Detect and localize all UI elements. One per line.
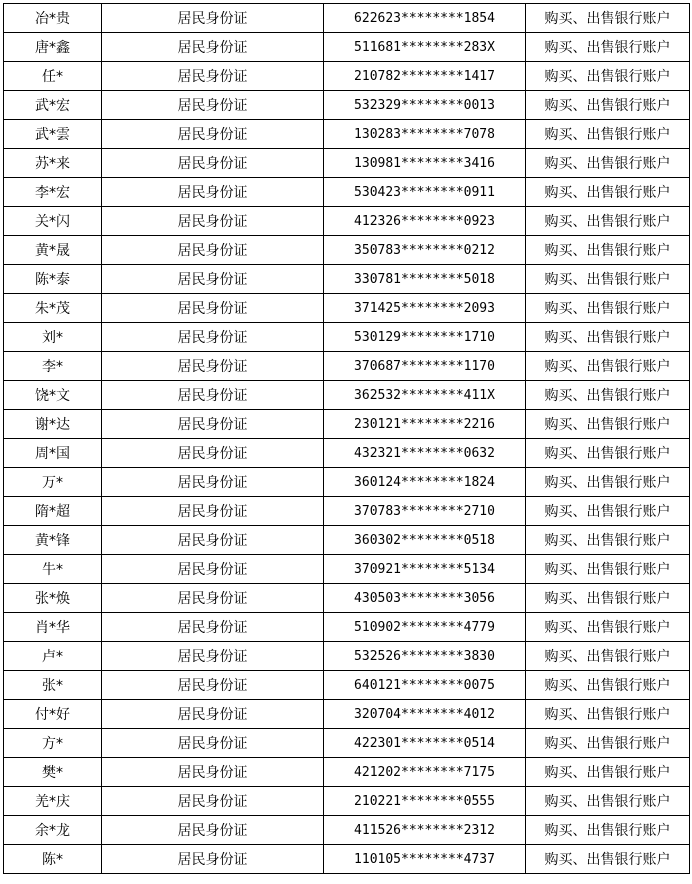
table-row bbox=[4, 178, 690, 207]
table-row bbox=[4, 352, 690, 381]
reason-cell: 购买、出售银行账户 bbox=[526, 526, 690, 555]
id-number-cell: 210221********0555 bbox=[324, 787, 526, 816]
document-type-cell: 居民身份证 bbox=[102, 555, 324, 584]
document-type-cell: 居民身份证 bbox=[102, 120, 324, 149]
reason-cell: 购买、出售银行账户 bbox=[526, 468, 690, 497]
reason-cell: 购买、出售银行账户 bbox=[526, 439, 690, 468]
document-type-cell: 居民身份证 bbox=[102, 729, 324, 758]
id-number-cell: 370921********5134 bbox=[324, 555, 526, 584]
table-row bbox=[4, 4, 690, 33]
name-cell: 卢* bbox=[4, 642, 102, 671]
table-row bbox=[4, 642, 690, 671]
table-row bbox=[4, 439, 690, 468]
name-cell: 余*龙 bbox=[4, 816, 102, 845]
table-row bbox=[4, 91, 690, 120]
reason-cell: 购买、出售银行账户 bbox=[526, 207, 690, 236]
reason-cell: 购买、出售银行账户 bbox=[526, 62, 690, 91]
table-row bbox=[4, 671, 690, 700]
reason-cell: 购买、出售银行账户 bbox=[526, 758, 690, 787]
reason-cell: 购买、出售银行账户 bbox=[526, 700, 690, 729]
name-cell: 苏*来 bbox=[4, 149, 102, 178]
document-type-cell: 居民身份证 bbox=[102, 439, 324, 468]
table-row bbox=[4, 613, 690, 642]
id-number-cell: 320704********4012 bbox=[324, 700, 526, 729]
id-number-cell: 230121********2216 bbox=[324, 410, 526, 439]
id-number-cell: 510902********4779 bbox=[324, 613, 526, 642]
document-type-cell: 居民身份证 bbox=[102, 62, 324, 91]
document-type-cell: 居民身份证 bbox=[102, 410, 324, 439]
reason-cell: 购买、出售银行账户 bbox=[526, 497, 690, 526]
document-type-cell: 居民身份证 bbox=[102, 584, 324, 613]
table-row bbox=[4, 207, 690, 236]
reason-cell: 购买、出售银行账户 bbox=[526, 642, 690, 671]
name-cell: 冶*贵 bbox=[4, 4, 102, 33]
id-number-cell: 530129********1710 bbox=[324, 323, 526, 352]
document-type-cell: 居民身份证 bbox=[102, 671, 324, 700]
reason-cell: 购买、出售银行账户 bbox=[526, 265, 690, 294]
records-table bbox=[3, 3, 690, 874]
name-cell: 周*国 bbox=[4, 439, 102, 468]
document-type-cell: 居民身份证 bbox=[102, 613, 324, 642]
document-type-cell: 居民身份证 bbox=[102, 91, 324, 120]
name-cell: 张*焕 bbox=[4, 584, 102, 613]
id-number-cell: 371425********2093 bbox=[324, 294, 526, 323]
document-type-cell: 居民身份证 bbox=[102, 352, 324, 381]
name-cell: 付*好 bbox=[4, 700, 102, 729]
id-number-cell: 422301********0514 bbox=[324, 729, 526, 758]
reason-cell: 购买、出售银行账户 bbox=[526, 816, 690, 845]
table-row bbox=[4, 526, 690, 555]
name-cell: 陈*泰 bbox=[4, 265, 102, 294]
reason-cell: 购买、出售银行账户 bbox=[526, 352, 690, 381]
document-type-cell: 居民身份证 bbox=[102, 294, 324, 323]
name-cell: 樊* bbox=[4, 758, 102, 787]
id-number-cell: 530423********0911 bbox=[324, 178, 526, 207]
name-cell: 万* bbox=[4, 468, 102, 497]
table-row bbox=[4, 323, 690, 352]
id-number-cell: 432321********0632 bbox=[324, 439, 526, 468]
document-type-cell: 居民身份证 bbox=[102, 642, 324, 671]
table-row bbox=[4, 294, 690, 323]
name-cell: 刘* bbox=[4, 323, 102, 352]
id-number-cell: 511681********283X bbox=[324, 33, 526, 62]
reason-cell: 购买、出售银行账户 bbox=[526, 555, 690, 584]
table-row bbox=[4, 149, 690, 178]
reason-cell: 购买、出售银行账户 bbox=[526, 845, 690, 874]
table-row bbox=[4, 787, 690, 816]
document-type-cell: 居民身份证 bbox=[102, 236, 324, 265]
reason-cell: 购买、出售银行账户 bbox=[526, 294, 690, 323]
reason-cell: 购买、出售银行账户 bbox=[526, 323, 690, 352]
id-number-cell: 362532********411X bbox=[324, 381, 526, 410]
id-number-cell: 532329********0013 bbox=[324, 91, 526, 120]
id-number-cell: 532526********3830 bbox=[324, 642, 526, 671]
document-type-cell: 居民身份证 bbox=[102, 816, 324, 845]
reason-cell: 购买、出售银行账户 bbox=[526, 787, 690, 816]
name-cell: 李*宏 bbox=[4, 178, 102, 207]
table-row bbox=[4, 584, 690, 613]
table-row bbox=[4, 816, 690, 845]
table-row bbox=[4, 33, 690, 62]
table-row bbox=[4, 236, 690, 265]
id-number-cell: 370783********2710 bbox=[324, 497, 526, 526]
reason-cell: 购买、出售银行账户 bbox=[526, 236, 690, 265]
id-number-cell: 210782********1417 bbox=[324, 62, 526, 91]
table-row bbox=[4, 845, 690, 874]
reason-cell: 购买、出售银行账户 bbox=[526, 671, 690, 700]
table-row bbox=[4, 555, 690, 584]
name-cell: 方* bbox=[4, 729, 102, 758]
id-number-cell: 411526********2312 bbox=[324, 816, 526, 845]
document-type-cell: 居民身份证 bbox=[102, 845, 324, 874]
document-type-cell: 居民身份证 bbox=[102, 323, 324, 352]
reason-cell: 购买、出售银行账户 bbox=[526, 33, 690, 62]
id-number-cell: 130283********7078 bbox=[324, 120, 526, 149]
reason-cell: 购买、出售银行账户 bbox=[526, 178, 690, 207]
reason-cell: 购买、出售银行账户 bbox=[526, 410, 690, 439]
table-row bbox=[4, 758, 690, 787]
document-type-cell: 居民身份证 bbox=[102, 33, 324, 62]
document-type-cell: 居民身份证 bbox=[102, 381, 324, 410]
name-cell: 武*雲 bbox=[4, 120, 102, 149]
id-number-cell: 640121********0075 bbox=[324, 671, 526, 700]
reason-cell: 购买、出售银行账户 bbox=[526, 91, 690, 120]
name-cell: 隋*超 bbox=[4, 497, 102, 526]
name-cell: 朱*茂 bbox=[4, 294, 102, 323]
name-cell: 牛* bbox=[4, 555, 102, 584]
name-cell: 关*闪 bbox=[4, 207, 102, 236]
records-table-body bbox=[4, 4, 690, 874]
name-cell: 任* bbox=[4, 62, 102, 91]
table-row bbox=[4, 497, 690, 526]
id-number-cell: 350783********0212 bbox=[324, 236, 526, 265]
reason-cell: 购买、出售银行账户 bbox=[526, 149, 690, 178]
table-row bbox=[4, 700, 690, 729]
reason-cell: 购买、出售银行账户 bbox=[526, 613, 690, 642]
table-row bbox=[4, 729, 690, 758]
id-number-cell: 330781********5018 bbox=[324, 265, 526, 294]
reason-cell: 购买、出售银行账户 bbox=[526, 381, 690, 410]
id-number-cell: 370687********1170 bbox=[324, 352, 526, 381]
document-type-cell: 居民身份证 bbox=[102, 787, 324, 816]
name-cell: 肖*华 bbox=[4, 613, 102, 642]
document-type-cell: 居民身份证 bbox=[102, 149, 324, 178]
document-type-cell: 居民身份证 bbox=[102, 758, 324, 787]
document-type-cell: 居民身份证 bbox=[102, 178, 324, 207]
name-cell: 饶*文 bbox=[4, 381, 102, 410]
table-row bbox=[4, 265, 690, 294]
document-type-cell: 居民身份证 bbox=[102, 497, 324, 526]
reason-cell: 购买、出售银行账户 bbox=[526, 120, 690, 149]
id-number-cell: 130981********3416 bbox=[324, 149, 526, 178]
id-number-cell: 360124********1824 bbox=[324, 468, 526, 497]
document-type-cell: 居民身份证 bbox=[102, 700, 324, 729]
name-cell: 陈* bbox=[4, 845, 102, 874]
name-cell: 黄*晟 bbox=[4, 236, 102, 265]
name-cell: 羌*庆 bbox=[4, 787, 102, 816]
id-number-cell: 430503********3056 bbox=[324, 584, 526, 613]
id-number-cell: 412326********0923 bbox=[324, 207, 526, 236]
name-cell: 黄*锋 bbox=[4, 526, 102, 555]
name-cell: 武*宏 bbox=[4, 91, 102, 120]
name-cell: 李* bbox=[4, 352, 102, 381]
table-row bbox=[4, 410, 690, 439]
name-cell: 唐*鑫 bbox=[4, 33, 102, 62]
reason-cell: 购买、出售银行账户 bbox=[526, 729, 690, 758]
document-type-cell: 居民身份证 bbox=[102, 4, 324, 33]
id-number-cell: 110105********4737 bbox=[324, 845, 526, 874]
reason-cell: 购买、出售银行账户 bbox=[526, 4, 690, 33]
id-number-cell: 360302********0518 bbox=[324, 526, 526, 555]
document-type-cell: 居民身份证 bbox=[102, 265, 324, 294]
document-type-cell: 居民身份证 bbox=[102, 468, 324, 497]
name-cell: 谢*达 bbox=[4, 410, 102, 439]
id-number-cell: 622623********1854 bbox=[324, 4, 526, 33]
table-row bbox=[4, 120, 690, 149]
reason-cell: 购买、出售银行账户 bbox=[526, 584, 690, 613]
name-cell: 张* bbox=[4, 671, 102, 700]
id-number-cell: 421202********7175 bbox=[324, 758, 526, 787]
table-row bbox=[4, 62, 690, 91]
table-row bbox=[4, 468, 690, 497]
document-type-cell: 居民身份证 bbox=[102, 526, 324, 555]
document-type-cell: 居民身份证 bbox=[102, 207, 324, 236]
table-row bbox=[4, 381, 690, 410]
